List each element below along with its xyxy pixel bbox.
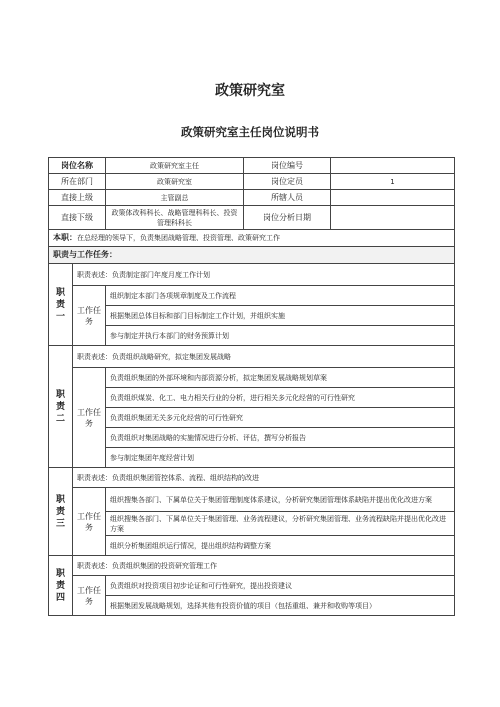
position-name-label: 岗位名称 [49,158,106,174]
task-item: 参与制定并执行本部门的财务预算计划 [106,326,455,346]
position-name-value: 政策研究室主任 [106,158,244,174]
quota-label: 岗位定员 [244,174,331,190]
task-item: 负责组织对集团战略的实施情况进行分析、评估，撰写分析报告 [106,428,455,448]
summary-row [49,230,455,247]
superior-value: 主管副总 [106,190,244,206]
department-label: 所在部门 [49,174,106,190]
duty-title: 职责四 [49,556,73,616]
analysis-date-label: 岗位分析日期 [244,206,331,230]
duty-description: 职责表述：负责制定部门年度月度工作计划 [73,264,455,286]
duty-description: 职责表述：负责组织集团管控体系、流程、组织结构的改进 [73,468,455,488]
superior-label: 直接上级 [49,190,106,206]
summary-label: 本职： [53,233,77,242]
job-description-table [48,157,455,616]
task-item: 组织制定本部门各项规章制度及工作流程 [106,286,455,306]
task-item: 参与制定集团年度经营计划 [106,448,455,468]
task-item: 根据集团总体目标和部门目标制定工作计划，并组织实施 [106,306,455,326]
page-title: 政策研究室 [215,83,285,99]
task-item: 负责组织煤炭、化工、电力相关行业的分析，进行相关多元化经营的可行性研究 [106,388,455,408]
work-task-label: 工作任务 [73,576,106,616]
duty-title: 职责一 [49,264,73,346]
task-item: 负责组织集团无关多元化经营的可行性研究 [106,408,455,428]
task-item: 组织分析集团组织运行情况，提出组织结构调整方案 [106,536,455,556]
quota-value: 1 [331,174,455,190]
task-item: 组织搜集各部门、下属单位关于集团管理、业务流程建议，分析研究集团管理、业务流程缺陷并提出优化改进方案 [106,512,455,536]
department-value: 政策研究室 [106,174,244,190]
subordinate-label: 直接下级 [49,206,106,230]
work-task-label: 工作任务 [73,368,106,468]
duty-title: 职责二 [49,346,73,468]
work-task-label: 工作任务 [73,488,106,556]
work-task-label: 工作任务 [73,286,106,346]
staff-value [331,190,455,206]
duties-header: 职责与工作任务： [49,247,455,264]
position-no-label: 岗位编号 [244,158,331,174]
task-item: 负责组织对投资项目初步论证和可行性研究，提出投资建议 [106,576,455,596]
task-item: 组织搜集各部门、下属单位关于集团管理制度体系建议，分析研究集团管理体系缺陷并提出优化改进方案 [106,488,455,512]
summary-text: 在总经理的领导下，负责集团战略管理、投资管理、政策研究工作 [77,234,280,242]
document-title: 政策研究室主任岗位说明书 [181,125,319,139]
duty-description: 职责表述：负责组织战略研究，拟定集团发展战略 [73,346,455,368]
duty-title: 职责三 [49,468,73,556]
task-item: 根据集团发展战略规划，选择其他有投资价值的项目（包括重组、兼并和收购等项目） [106,596,455,616]
analysis-date-value [331,206,455,230]
task-item: 负责组织集团的外部环境和内部资源分析，拟定集团发展战略规划草案 [106,368,455,388]
position-no-value [331,158,455,174]
subordinate-value: 政策体改科科长、战略管理科科长、投资管理科科长 [106,206,244,230]
staff-label: 所辖人员 [244,190,331,206]
duty-description: 职责表述：负责组织集团的投资研究管理工作 [73,556,455,576]
